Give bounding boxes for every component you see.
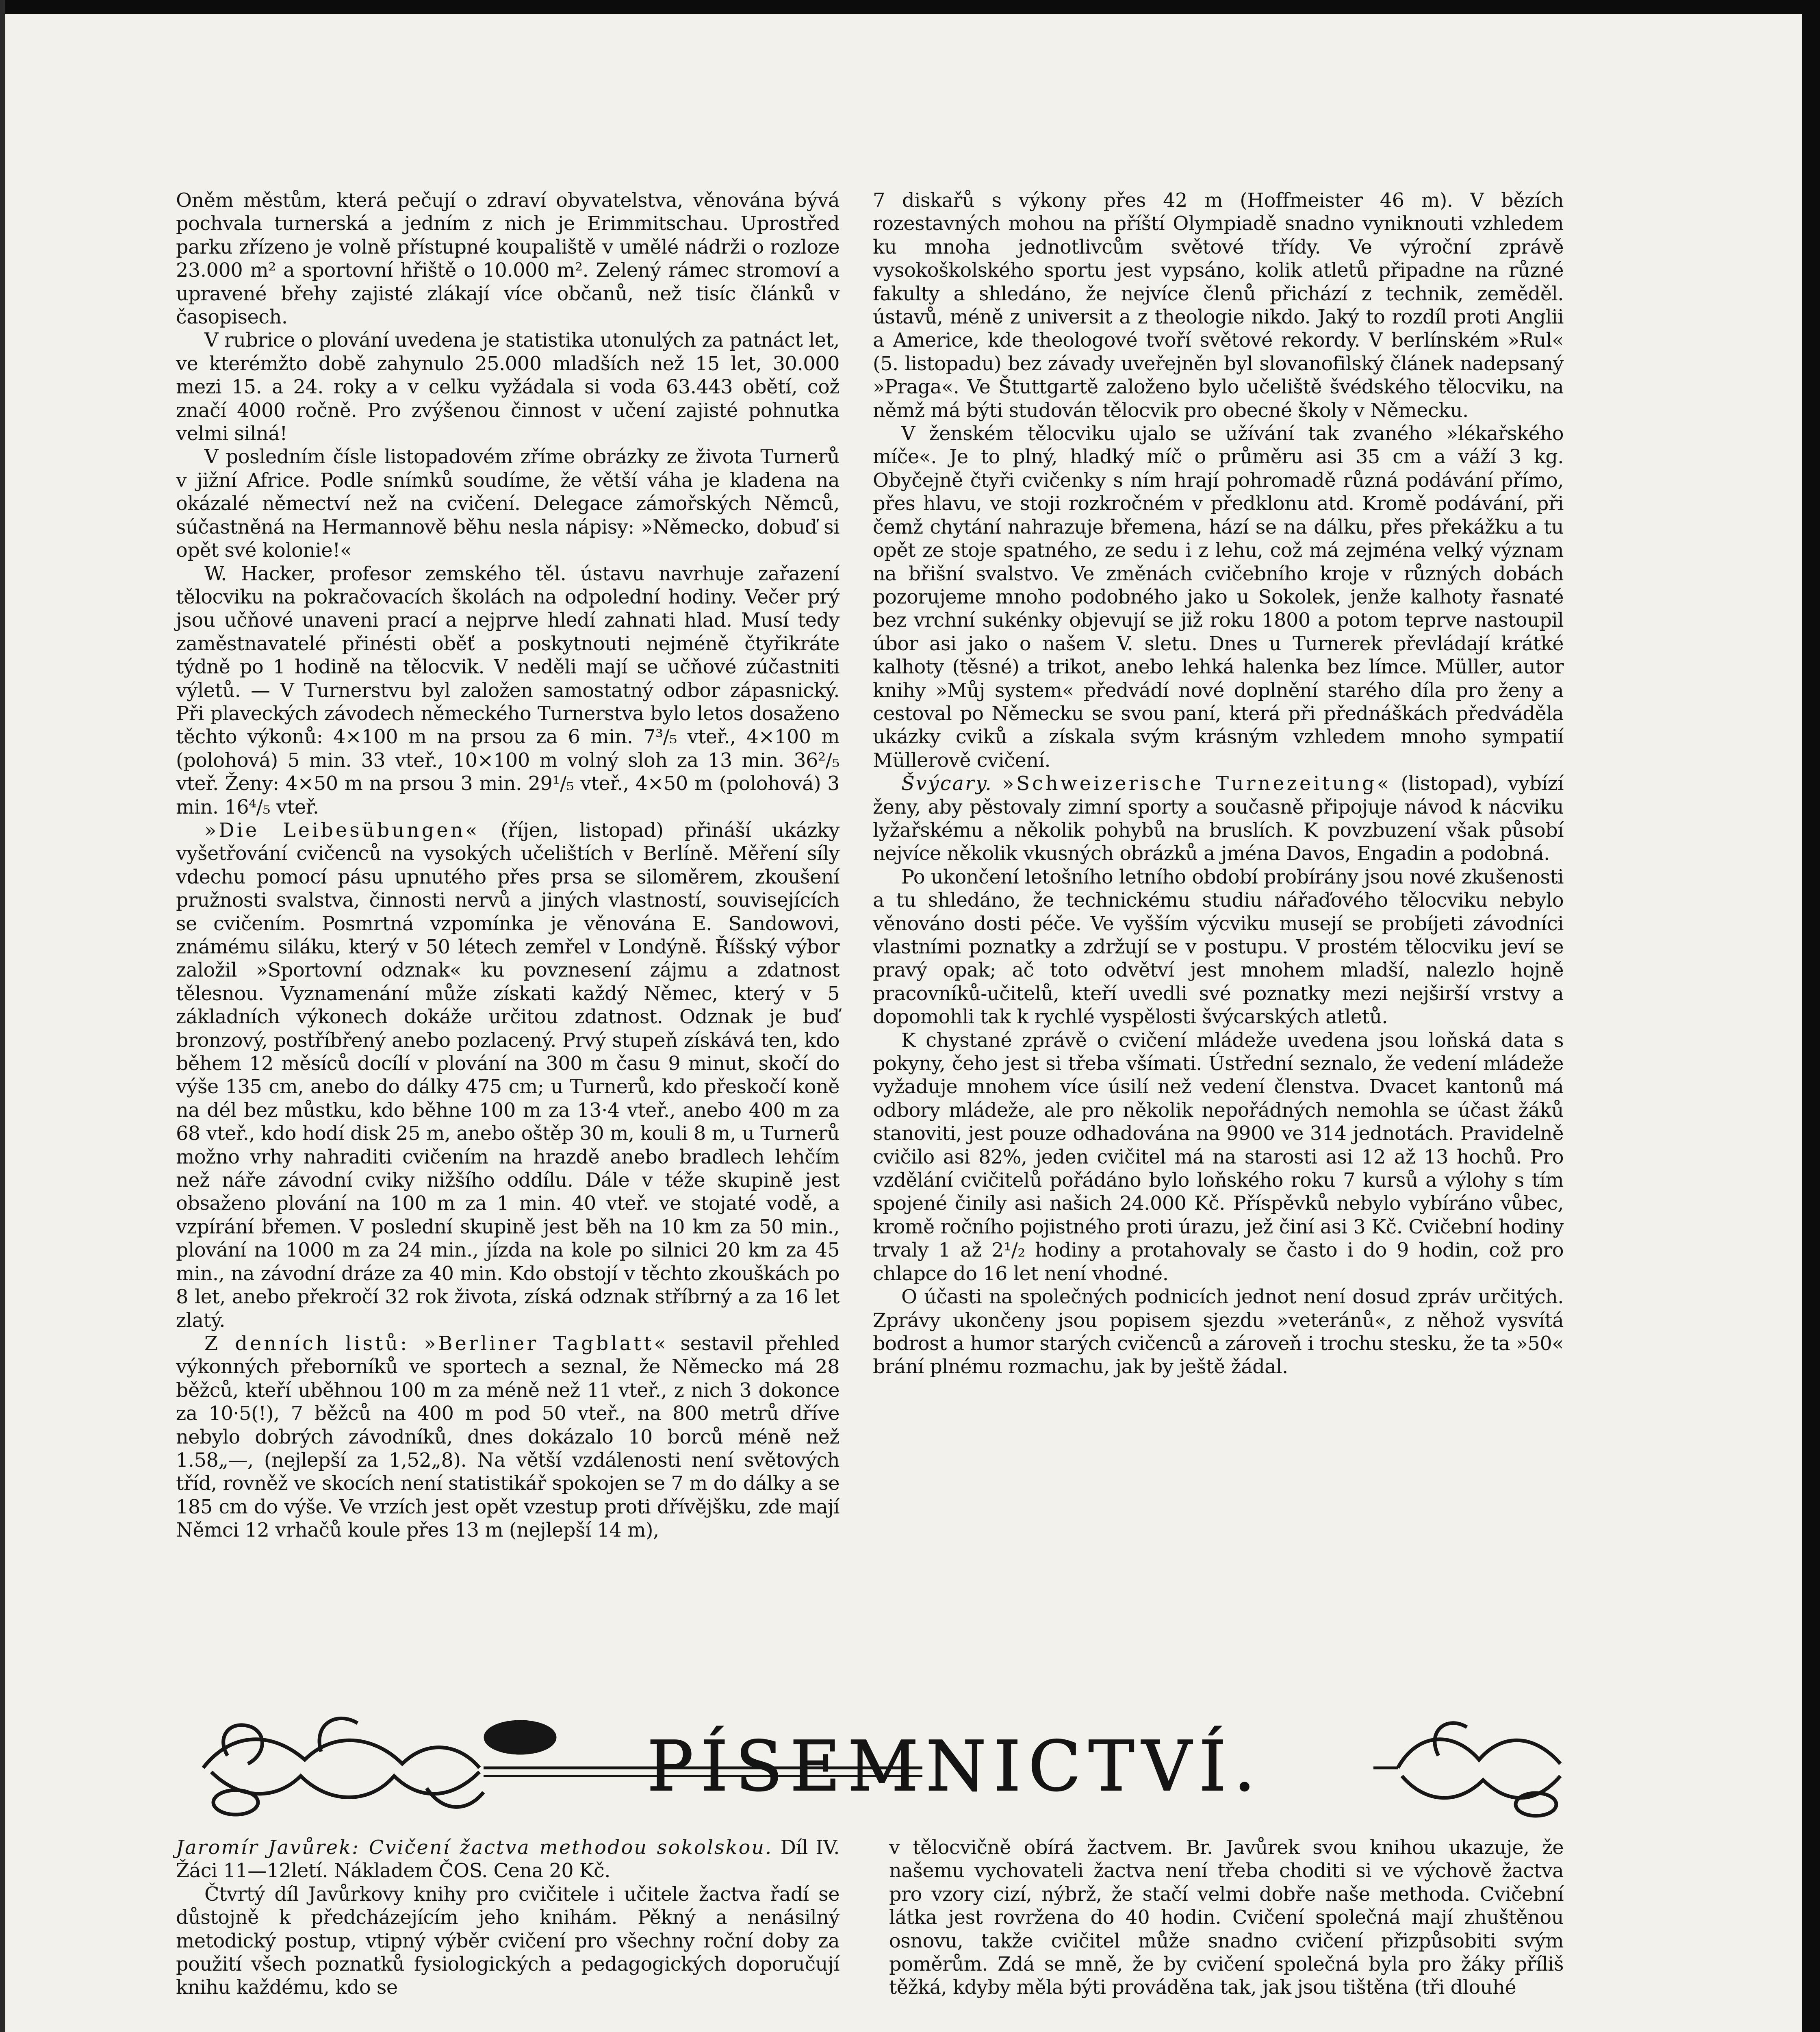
paragraph: Čtvrtý díl Javůrkovy knihy pro cvičitele i učitele žactva řadí se důstojně k předcházejícím jeho knihám. Pěkný a nenásilný metodický postup, vtipný výběr cvičení pro všechny roční doby za použití všech poznatků fysiologických a pedagogických doporučují knihu každému, kdo se <box>176 1883 839 1999</box>
paragraph: V ženském tělocviku ujalo se užívání tak zvaného »lékařského míče«. Je to plný, hladký míč o průměru asi 35 cm a váží 3 kg. Obyčejně čtyři cvičenky s ním hrají pohromadě různá podávání přímo, přes hlavu, ve stoji rozkročném v předklonu atd. Kromě podávání, při čemž chytání nahrazuje břemena, hází se na dálku, přes překážku a tu opět ze stoje spatného, ze sedu i z lehu, což má zejména velký význam na břišní svalstvo. Ve změnách cvičebního kroje v různých dobách pozorujeme mnoho podobného jako u Sokolek, jenže kalhoty řasnaté bez vrchní sukénky objevují se již roku 1800 a potom teprve nastoupil úbor asi jako o našem V. sletu. Dnes u Turnerek převládají krátké kalhoty (těsné) a trikot, anebo lehká halenka bez límce. Müller, autor knihy »Můj system« předvádí nové doplnění starého díla pro ženy a cestoval po Německu se svou paní, která při přednáškách předváděla ukázky cviků a získala svým krásným vzhledem mnoho sympatií Müllerově cvičení. <box>873 423 1564 772</box>
periodical-title: »Schweizerische Turnezeitung« <box>1002 773 1392 795</box>
periodical-title: »Die Leibesübungen« <box>204 819 480 842</box>
paragraph: 7 diskařů s výkony přes 42 m (Hoffmeister 46 m). V bězích rozestavných mohou na příští Olympiadě snadno vyniknouti vzhledem ku mnoha jednotlivcům světové třídy. Ve výroční zprávě vysokoškolského sportu jest vypsáno, kolik atletů připadne na různé fakulty a shledáno, že nejvíce členů přichází z technik, zeměděl. ústavů, méně z universit a z theologie nikdo. Jaký to rozdíl proti Anglii a Americe, kde theologové tvoří světové rekordy. V berlínském »Rul« (5. listopadu) bez závady uveřejněn byl slovanofilský článek nadepsaný »Praga«. Ve Štuttgartě založeno bylo učeliště švédského tělocviku, na němž má býti studován tělocvik pro obecné školy v Německu. <box>873 189 1564 422</box>
scan-border-left <box>0 0 5 2032</box>
paragraph-lead: Z denních listů: <box>204 1332 424 1355</box>
column-bottom-left <box>176 1836 839 1999</box>
paragraph: Oněm městům, která pečují o zdraví obyvatelstva, věnována bývá pochvala turnerská a jedním z nich je Erimmitschau. Uprostřed parku zřízeno je volně přístupné koupaliště v umělé nádrži o rozloze 23.000 m² a sportovní hřiště o 10.000 m². Zelený rámec stromoví a upravené břehy zajisté zlákají více občanů, než tisíc článků v časopisech. <box>176 189 839 329</box>
right-leaf-ornament <box>1373 1723 1560 1816</box>
review-header <box>176 1836 839 1883</box>
section-lead: Švýcary. <box>901 773 993 795</box>
section-heading-text: PÍSEMNICTVÍ. <box>647 1726 1263 1807</box>
paragraph <box>873 772 1564 866</box>
paragraph-text: sestavil přehled výkonných přeborníků ve sportech a seznal, že Německo má 28 běžců, kteří uběhnou 100 m za méně než 11 vteř., z nich 3 dokonce za 10·5(!), 7 běžců na 400 m pod 50 vteř., na 800 metrů dříve nebylo dobrých závodníků, dnes dokázalo 10 borců méně než 1.58„—, (nejlepší za 1,52„8). Na větší vzdálenosti není světových tříd, rovněž ve skocích není statistikář spokojen se 7 m do dálky a se 185 cm do výše. Ve vrzích jest opět vzestup proti dřívějšku, zde mají Němci 12 vrhačů koule přes 13 m (nejlepší 14 m), <box>176 1332 839 1542</box>
paragraph: Po ukončení letošního letního období probírány jsou nové zkušenosti a tu shledáno, že technickému studiu nářaďového tělocviku nebylo věnováno dosti péče. Ve vyšším výcviku musejí se probíjeti závodníci vlastními poznatky a zdržují se v postupu. V prostém tělocviku jeví se pravý opak; ač toto odvětví jest mnohem mladší, nalezlo hojně pracovníků-učitelů, kteří uvedli své poznatky mezi nejširší vrstvy a dopomohli tak k rychlé vyspělosti švýcarských atletů. <box>873 866 1564 1029</box>
scan-border-top <box>0 0 1820 14</box>
paragraph: K chystané zprávě o cvičení mládeže uvedena jsou loňská data s pokyny, čeho jest si třeba všímati. Ústřední seznalo, že vedení mládeže vyžaduje mnohem více úsilí než vedení členstva. Dvacet kantonů má odbory mládeže, ale pro několik nepořádných nemohla se účast žáků stanoviti, jest pouze odhadována na 9900 ve 314 jednotách. Pravidelně cvičilo asi 82%, jeden cvičitel má na starosti asi 12 až 13 hochů. Pro vzdělání cvičitelů pořádáno bylo loňského roku 7 kursů a výlohy s tím spojené činily asi našich 24.000 Kč. Příspěvků nebylo vybíráno vůbec, kromě ročního pojistného proti úrazu, jež činí asi 3 Kč. Cvičební hodiny trvaly 1 až 2¹/₂ hodiny a protahovaly se často i do 9 hodin, což pro chlapce do 16 let není vhodné. <box>873 1029 1564 1285</box>
column-top-left <box>176 189 839 1542</box>
periodical-title: »Berliner Tagblatt« <box>424 1332 668 1355</box>
paragraph <box>176 1332 839 1542</box>
ornamental-heading-banner <box>199 1707 1564 1829</box>
paragraph-text: (říjen, listopad) přináší ukázky vyšetřování cvičenců na vysokých učelištích v Berlíně. Měření síly vdechu pomocí pásu upnutého přes prsa se siloměrem, zkoušení pružnosti svalstva, činnosti nervů a jiných vlastností, souvisejících se cvičením. Posmrtná vzpomínka je věnována E. Sandowovi, známému siláku, který v 50 létech zemřel v Londýně. Říšský výbor založil »Sportovní odznak« ku povznesení zájmu a zdatnost tělesnou. Vyznamenání může získati každý Němec, který v 5 základních výkonech dokáže určitou zdatnost. Odznak je buď bronzový, postříbřený anebo pozlacený. Prvý stupeň získává ten, kdo během 12 měsíců docílí v plování na 300 m času 9 minut, skočí do výše 135 cm, anebo do dálky 475 cm; u Turnerů, kdo přeskočí koně na dél bez můstku, kdo běhne 100 m za 13·4 vteř., anebo 400 m za 68 vteř., kdo hodí disk 25 m, anebo oštěp 30 m, kouli 8 m, u Turnerů možno vrhy nahraditi cvičením na hrazdě anebo bradlech lehčím než náře závodní cviky nižšího oddílu. Dále v téže skupině jest obsaženo plování na 100 m za 1 min. 40 vteř. ve stojaté vodě, a vzpírání břemen. V poslední skupině jest běh na 10 km za 50 min., plování na 1000 m za 24 min., jízda na kole po silnici 20 km za 45 min., na závodní dráze za 40 min. Kdo obstojí v těchto zkouškách po 8 let, anebo překročí 32 rok života, získá odznak stříbrný a za 16 let zlatý. <box>176 819 839 1332</box>
column-top-right <box>873 189 1564 1379</box>
paragraph: V posledním čísle listopadovém zříme obrázky ze života Turnerů v jižní Africe. Podle snímků soudíme, že větší váha je kladena na okázalé němectví než na cvičení. Delegace zámořských Němců, súčastněná na Hermannově běhu nesla nápisy: »Německo, dobuď si opět své kolonie!« <box>176 446 839 562</box>
paragraph: O účasti na společných podnicích jednot není dosud zpráv určitých. Zprávy ukončeny jsou popisem sjezdu »veteránů«, z něhož vysvítá bodrost a humor starých cvičenců a zároveň i trochu stesku, že ta »50« brání plnému rozmachu, jak by ještě žádal. <box>873 1286 1564 1379</box>
column-bottom-right <box>889 1836 1564 1999</box>
section-heading <box>199 1707 1564 1829</box>
paragraph-text: (listopad), vybízí ženy, aby pěstovaly zimní sporty a současně připojuje návod k nácviku lyžařskému a několik pohybů na bruslích. K povzbuzení však působí nejvíce několik vkusných obrázků a jména Davos, Engadin a podobná. <box>873 773 1564 865</box>
paragraph <box>176 819 839 1332</box>
review-title: Jaromír Javůrek: Cvičení žactva methodou sokolskou. <box>176 1837 773 1859</box>
paragraph: W. Hacker, profesor zemského těl. ústavu navrhuje zařazení tělocviku na pokračovacích školách na odpolední hodiny. Večer prý jsou učňové unaveni prací a nejprve hledí zahnati hlad. Musí tedy zaměstnavatelé přinésti oběť a poskytnouti nejméně čtyřikráte týdně po 1 hodině na tělocvik. V neděli mají se učňové zúčastniti výletů. — V Turnerstvu byl založen samostatný odbor zápasnický. Při plaveckých závodech německého Turnerstva bylo letos dosaženo těchto výkonů: 4×100 m na prsou za 6 min. 7³/₅ vteř., 4×100 m (polohová) 5 min. 33 vteř., 10×100 m volný sloh za 13 min. 36²/₅ vteř. Ženy: 4×50 m na prsou 3 min. 29¹/₅ vteř., 4×50 m (polohová) 3 min. 16⁴/₅ vteř. <box>176 562 839 818</box>
paragraph: V rubrice o plování uvedena je statistika utonulých za patnáct let, ve kterémžto době zahynulo 25.000 mladších než 15 let, 30.000 mezi 15. a 24. roky a v celku vyžádala si voda 63.443 obětí, což značí 4000 ročně. Pro zvýšenou činnost v učení zajisté pohnutka velmi silná! <box>176 329 839 445</box>
paragraph: v tělocvičně obírá žactvem. Br. Javůrek svou knihou ukazuje, že našemu vychovateli žactva není třeba choditi si ve výchově žactva pro vzory cizí, nýbrž, že stačí velmi dobře naše methoda. Cvičební látka jest rovržena do 40 hodin. Cvičení společná mají zhuštěnou osnovu, takže cvičitel může snadno cvičení přizpůsobiti svým poměrům. Zdá se mně, že by cvičení společná byla pro žáky příliš těžká, kdyby měla býti prováděna tak, jak jsou tištěna (tři dlouhé <box>889 1837 1564 1999</box>
review-meta: Díl IV. Žáci 11—12letí. Nákladem ČOS. Cena 20 Kč. <box>176 1837 839 1882</box>
scan-border-right <box>1802 0 1820 2032</box>
